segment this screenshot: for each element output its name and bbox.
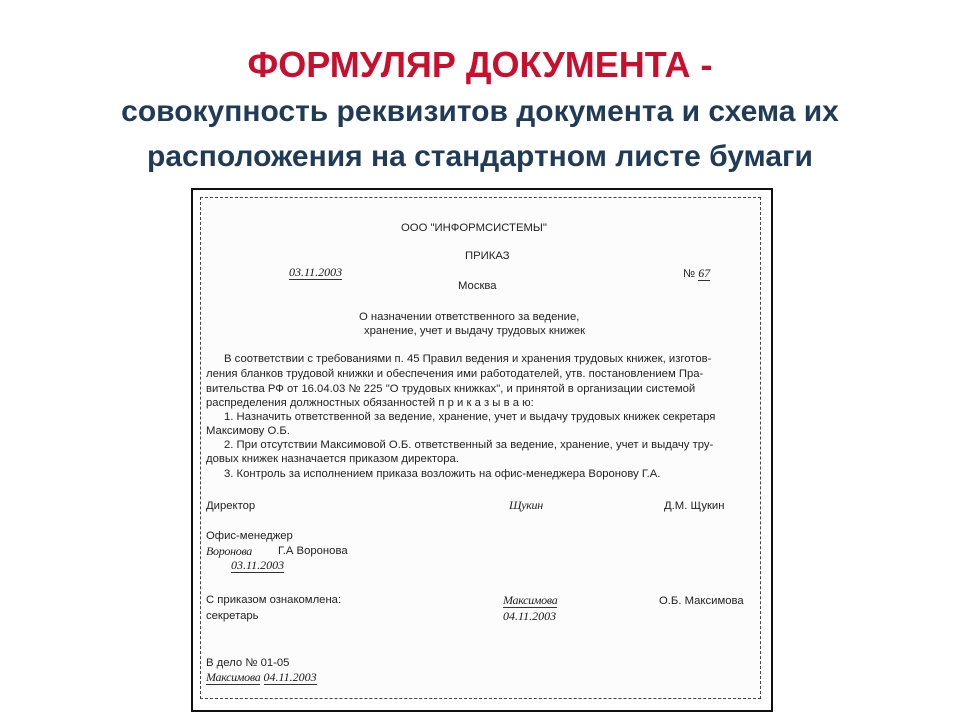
acquainted-position: секретарь (206, 610, 259, 622)
approval-name: Г.А Воронова (278, 545, 348, 557)
heading-line1: О назначении ответственного за ведение, (359, 311, 580, 323)
approval-signature: Воронова (206, 544, 253, 558)
director-signature: Щукин (509, 498, 543, 512)
body-line-2: ления бланков трудовой книжки и обеспечения ими работодателей, утв. постановлением Пра- (206, 368, 704, 380)
body-line-7: 2. При отсутствии Максимовой О.Б. ответственный за ведение, хранение, учет и выдачу тру- (224, 439, 714, 451)
acquainted-signature: Максимова (503, 593, 558, 607)
body-line-8: довых книжек назначается приказом директора. (206, 453, 459, 465)
approval-title: Офис-менеджер (206, 530, 293, 542)
document-type: ПРИКАЗ (465, 250, 510, 262)
document-number (683, 267, 710, 281)
body-line-4: распределения должностных обязанностей п р и к а з ы в а ю: (206, 397, 534, 409)
slide-subtitle-line1: совокупность реквизитов документа и схема их (121, 95, 839, 128)
slide-title: ФОРМУЛЯР ДОКУМЕНТА - (247, 44, 713, 85)
organization-name: ООО "ИНФОРМСИСТЕМЫ" (401, 222, 547, 234)
document-sheet (200, 197, 761, 699)
body-line-1: В соответствии с требованиями п. 45 Правил ведения и хранения трудовых книжек, изготов- (224, 353, 712, 365)
body-line-5: 1. Назначить ответственной за ведение, хранение, учет и выдачу трудовых книжек секретаря (224, 411, 716, 423)
acquainted-name: О.Б. Максимова (659, 595, 744, 607)
director-title: Директор (206, 500, 256, 512)
body-line-6: Максимову О.Б. (206, 425, 290, 437)
file-signature: Максимова (206, 670, 261, 684)
heading-line2: хранение, учет и выдачу трудовых книжек (364, 325, 586, 337)
number-sign: № (683, 268, 696, 280)
file-date: 04.11.2003 (263, 670, 317, 684)
acquainted-date: 04.11.2003 (503, 609, 557, 623)
document-date: 03.11.2003 (289, 265, 343, 279)
number-value: 67 (698, 266, 711, 280)
director-name: Д.М. Щукин (664, 500, 725, 512)
acquainted-label: С приказом ознакомлена: (206, 594, 342, 606)
approval-date: 03.11.2003 (231, 558, 285, 572)
slide-subtitle-line2: расположения на стандартном листе бумаги (147, 140, 813, 173)
file-signature-line (206, 671, 317, 685)
file-note: В дело № 01-05 (206, 657, 290, 669)
body-line-3: вительства РФ от 16.04.03 № 225 "О трудовых книжках", и принятой в организации системой (206, 383, 696, 395)
document-place: Москва (458, 280, 497, 292)
body-line-9: 3. Контроль за исполнением приказа возложить на офис-менеджера Воронову Г.А. (224, 468, 661, 480)
